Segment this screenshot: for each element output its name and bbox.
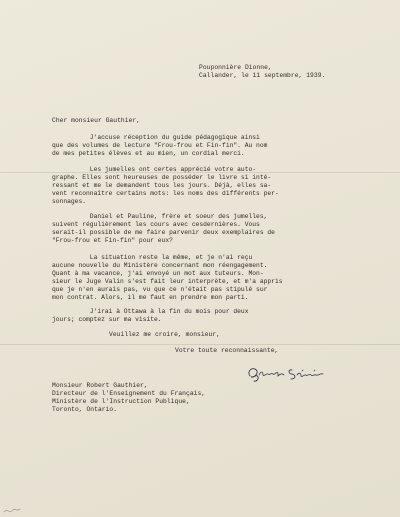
- paragraph-line: J'irai à Ottawa à la fin du mois pour deux: [52, 308, 249, 315]
- paragraph-line: graphe. Elles sont heureuses de posséder le livre si inté-: [52, 174, 272, 181]
- recipient-ministry: Ministère de l'Instruction Publique,: [52, 398, 190, 405]
- sender-city-date: Callander, le 11 septembre, 1939.: [199, 72, 326, 79]
- paragraph-3: [52, 213, 367, 245]
- recipient-title: Directeur de l'Enseignement du Français,: [52, 390, 206, 397]
- paragraph-line: "Frou-frou et Fin-fin" pour eux?: [52, 237, 173, 244]
- paragraph-line: que je n'en aurais pas, vu que ce n'était pas stipulé sur: [52, 286, 268, 293]
- handwritten-signature: [244, 365, 334, 383]
- paragraph-line: que des volumes de lecture "Frou-frou et Fin-fin". Au nom: [52, 142, 268, 149]
- paper-fold-line: [0, 344, 400, 345]
- paragraph-line: La situation reste la même, et je n'ai reçu: [52, 254, 253, 261]
- paragraph-line: serait-il possible de me faire parvenir deux exemplaires de: [52, 229, 275, 236]
- recipient-name: Monsieur Robert Gauthier,: [52, 382, 148, 389]
- paragraph-line: jours; comptez sur ma visite.: [52, 316, 162, 323]
- sender-place: Pouponnière Dionne,: [199, 64, 272, 71]
- paragraph-1: [52, 134, 367, 158]
- paragraph-line: suivent régulièrement les cours avec cesdernières. Vous: [52, 221, 260, 228]
- paragraph-4: [52, 254, 367, 302]
- paragraph-line: J'accuse réception du guide pédagogique ainsi: [52, 134, 260, 141]
- closing-formula: Veuillez me croire, monsieur,: [109, 331, 221, 338]
- paragraph-line: sonnages.: [52, 198, 87, 205]
- paragraph-line: Daniel et Pauline, frère et soeur des jumelles,: [52, 213, 268, 220]
- closing-signoff: Votre toute reconnaissante,: [175, 347, 279, 354]
- paragraph-line: vent reconnaître certains mots: les noms des différents per-: [52, 190, 279, 197]
- recipient-city: Toronto, Ontario.: [52, 406, 118, 413]
- paragraph-line: mon contrat. Alors, il me faut en prendre mon parti.: [52, 294, 249, 301]
- paragraph-line: ressant et me le demandent tous les jours. Déjà, elles sa-: [52, 182, 272, 189]
- paragraph-line: de mes petites élèves et au mien, un cordial merci.: [52, 150, 245, 157]
- pencil-mark: [2, 500, 24, 516]
- paragraph-5: [52, 308, 367, 324]
- paragraph-line: sieur le Juge Valin s'est fait leur interprète, et m'a appris: [52, 278, 283, 285]
- paragraph-line: aucune nouvelle du Ministère concernant mon réengagement.: [52, 262, 268, 269]
- paragraph-line: Quant à ma vacance, j'ai envoyé un mot aux tuteurs. Mon-: [52, 270, 264, 277]
- salutation: Cher monsieur Gauthier,: [52, 117, 141, 124]
- paragraph-2: [52, 166, 367, 206]
- paragraph-line: Les jumelles ont certes apprécié votre auto-: [52, 166, 257, 173]
